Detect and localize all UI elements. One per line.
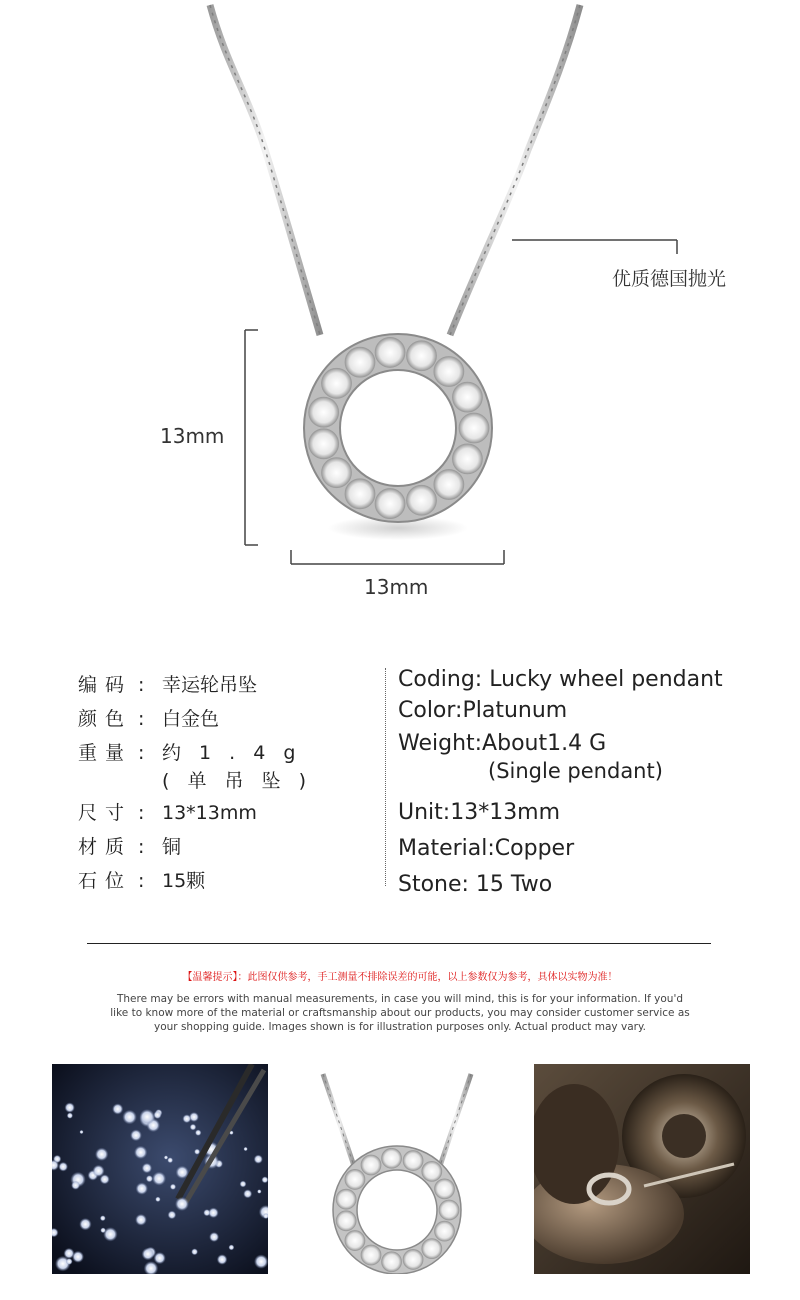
sparkle [154, 1252, 166, 1264]
stone [375, 489, 405, 519]
spec-value: 15颗 [162, 870, 206, 892]
spec-en-material: Material:Copper [398, 836, 575, 861]
spec-en-color: Color:Platunum [398, 698, 568, 723]
sparkle [134, 1146, 147, 1159]
pendant-necklace-image [293, 1064, 509, 1274]
stone [435, 1221, 455, 1241]
sparkle [58, 1162, 68, 1172]
sparkle [254, 1254, 268, 1268]
stone [336, 1189, 356, 1209]
sparkle [155, 1197, 160, 1202]
stone [322, 368, 352, 398]
spec-en-weight: Weight:About1.4 G [398, 731, 607, 756]
craftsman-polishing-image [534, 1064, 750, 1274]
stone [422, 1161, 442, 1181]
sparkle [67, 1113, 73, 1119]
sparkle [167, 1157, 173, 1163]
sparkle [244, 1147, 248, 1151]
sparkle [142, 1248, 155, 1261]
sparkle [65, 1102, 75, 1112]
thumbnail-diamonds [52, 1064, 268, 1274]
stone [361, 1155, 381, 1175]
spec-key: 重量 [78, 742, 133, 764]
height-dimension-label: 13mm [160, 424, 225, 448]
thumbnail-craftsman [534, 1064, 750, 1274]
sparkle [135, 1214, 147, 1226]
spec-row-code: 编码 : 幸运轮吊坠 [78, 668, 378, 702]
stone [435, 1179, 455, 1199]
spec-value: 13*13mm [162, 802, 257, 824]
sparkle [209, 1232, 219, 1242]
spec-key: 颜色 [78, 708, 133, 730]
sparkle [142, 1163, 152, 1173]
stone [382, 1148, 402, 1168]
sparkle [190, 1124, 197, 1131]
notice-chinese: 【温馨提示】：此图仅供参考，手工测量不排除误差的可能，以上参数仅为参考，具体以实物为准！ [182, 972, 618, 983]
sparkle [164, 1155, 168, 1159]
thumbnail-pendant [293, 1064, 509, 1274]
sparkle [168, 1211, 177, 1220]
spec-row-weight-sub: ( 单 吊 坠 ) [162, 770, 312, 792]
spec-key: 石位 [78, 870, 133, 892]
stone [345, 1231, 365, 1251]
stone [382, 1252, 402, 1272]
sparkle [66, 1258, 73, 1265]
spec-key: 编码 [78, 674, 133, 696]
stone [439, 1200, 459, 1220]
stone [434, 469, 464, 499]
sparkle [95, 1148, 108, 1161]
sparkle [122, 1110, 137, 1125]
sparkle [152, 1172, 166, 1186]
sparkle [80, 1130, 84, 1134]
stone [403, 1249, 423, 1269]
sparkle [217, 1254, 228, 1265]
sparkle [170, 1184, 176, 1190]
spec-row-material: 材质 : 铜 [78, 830, 378, 864]
stone [336, 1211, 356, 1231]
specs-english [398, 664, 778, 900]
diamonds-with-tweezers-image [52, 1064, 268, 1274]
sparkle [103, 1227, 117, 1241]
sparkle [100, 1215, 106, 1221]
sparkle [257, 1189, 261, 1193]
sparkle [254, 1155, 263, 1164]
sparkle [240, 1181, 247, 1188]
sparkle [243, 1189, 252, 1198]
spec-en-unit: Unit:13*13mm [398, 800, 561, 825]
stone [309, 397, 339, 427]
spec-row-weight: 重量 : 约 1 . 4 g [78, 736, 378, 770]
stone [345, 347, 375, 377]
polish-callout-label: 优质德国抛光 [612, 268, 727, 290]
section-divider [87, 943, 711, 944]
stone [452, 444, 482, 474]
sparkle [92, 1165, 104, 1177]
spec-value: 白金色 [162, 708, 220, 730]
sparkle [194, 1149, 200, 1155]
notice-english: There may be errors with manual measurements, in case you will mind, this is for your information. If you'd like to know more of the material or craftsmanship about our products, you may consider customer service as your shopping guide. Images shown is for illustration purposes only. Actual product may vary. [110, 993, 690, 1033]
stone [459, 413, 489, 443]
sparkle [71, 1181, 80, 1190]
spec-divider [385, 668, 386, 886]
specs-chinese [78, 668, 378, 898]
spec-en-stone: Stone: 15 Two [398, 872, 553, 897]
spec-value: 约 1 . 4 g [162, 742, 302, 764]
sparkle [72, 1251, 84, 1263]
stone [375, 337, 405, 367]
spec-row-size: 尺寸 : 13*13mm [78, 796, 378, 830]
spec-en-coding: Coding: Lucky wheel pendant [398, 667, 723, 692]
spec-row-color: 颜色 : 白金色 [78, 702, 378, 736]
spec-key: 尺寸 [78, 802, 133, 824]
sparkle [203, 1209, 210, 1216]
stone [422, 1239, 442, 1259]
sparkle [182, 1114, 191, 1123]
sparkle [195, 1130, 201, 1136]
necklace-pendant-illustration [0, 0, 800, 620]
sparkle [229, 1245, 235, 1251]
stone [452, 382, 482, 412]
stone [406, 341, 436, 371]
stone [345, 479, 375, 509]
sparkle [262, 1176, 269, 1183]
sparkle [112, 1103, 123, 1114]
spec-row-stone: 石位 : 15颗 [78, 864, 378, 898]
sparkle [139, 1109, 155, 1125]
stone [434, 357, 464, 387]
sparkle [146, 1175, 153, 1182]
stone [345, 1169, 365, 1189]
spec-value: 幸运轮吊坠 [162, 674, 258, 696]
spec-key: 材质 [78, 836, 133, 858]
stone [406, 485, 436, 515]
sparkle [79, 1218, 91, 1230]
stone [322, 458, 352, 488]
product-hero [0, 0, 800, 620]
sparkle [130, 1129, 142, 1141]
spec-en-weight-sub: (Single pendant) [488, 759, 663, 783]
stone [403, 1151, 423, 1171]
sparkle [191, 1248, 198, 1255]
width-dimension-label: 13mm [364, 575, 429, 599]
stone [361, 1245, 381, 1265]
spec-value: 铜 [162, 836, 182, 858]
stone [309, 429, 339, 459]
sparkle [136, 1182, 148, 1194]
